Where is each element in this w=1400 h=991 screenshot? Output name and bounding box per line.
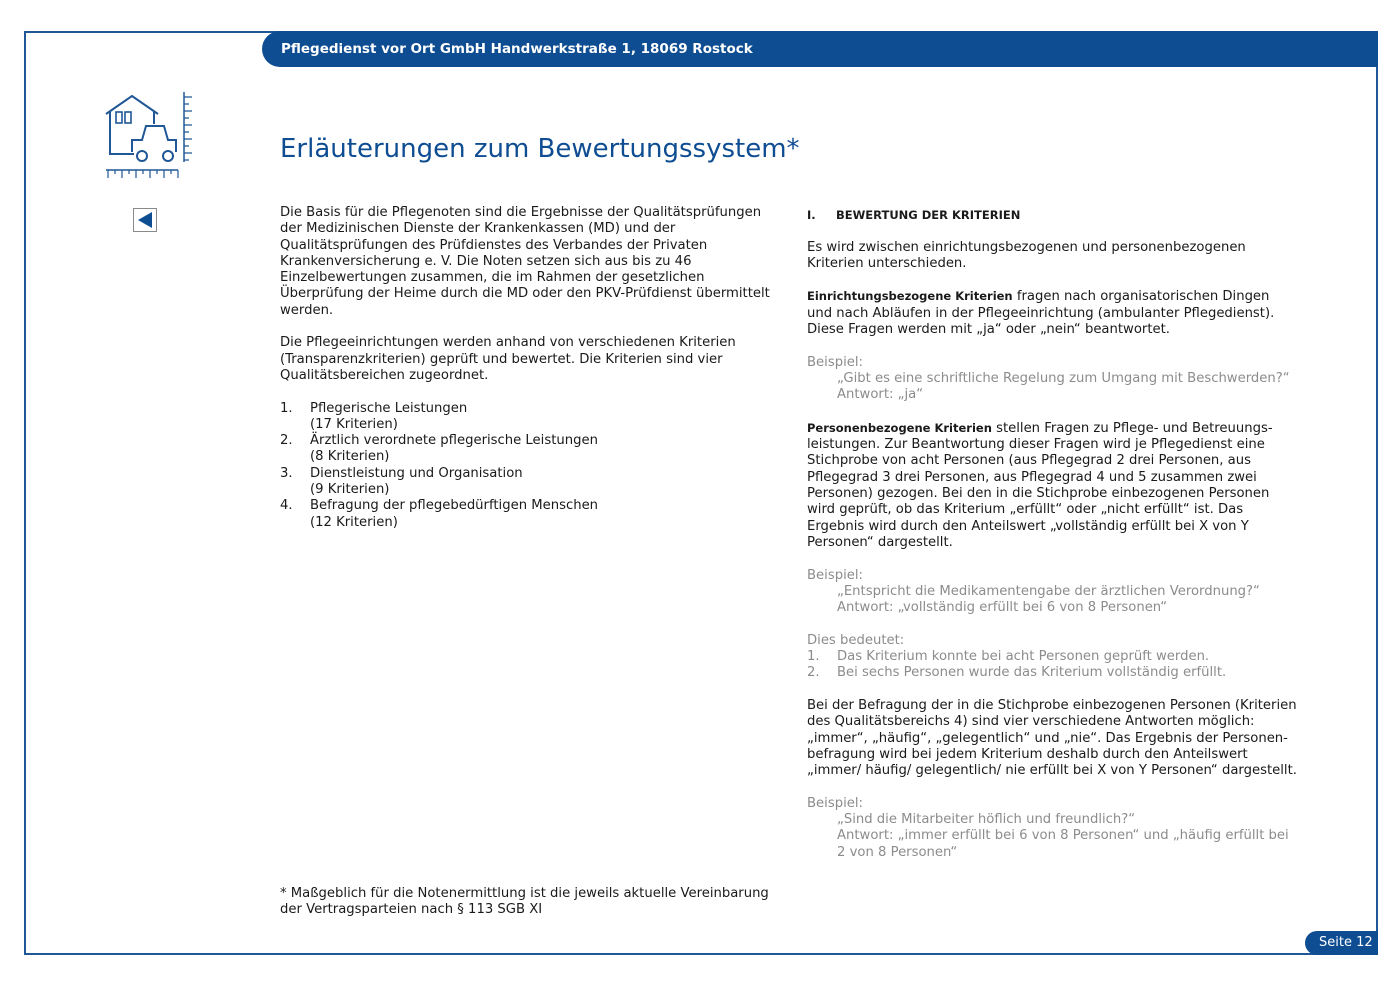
example-block [807, 568, 1297, 617]
page-number: Seite 12 [1305, 931, 1378, 955]
quality-area-name: Ärztlich verordnete pflegerische Leistungen [310, 433, 598, 449]
quality-areas-list [280, 401, 770, 531]
example-block [807, 355, 1297, 404]
header-bar [262, 31, 1378, 67]
list-item [807, 665, 1297, 681]
right-column [807, 205, 1297, 861]
meaning-text: Bei sechs Personen wurde das Kriterium vollständig erfüllt. [837, 665, 1227, 681]
quality-area-name: Dienstleistung und Organisation [310, 465, 523, 481]
section-heading [807, 207, 1297, 223]
footnote: * Maßgeblich für die Notenermittlung ist die jeweils aktuelle Vereinbarung der Vertragsparteien nach § 113 SGB XI [280, 886, 769, 918]
example-block [807, 796, 1297, 861]
example-answer: Antwort: „immer erfüllt bei 6 von 8 Personen“ und „häufig erfüllt bei 2 von 8 Personen“ [837, 828, 1289, 860]
list-number: 2. [280, 433, 293, 449]
person-criteria-lead: Personenbezogene Kriterien [807, 420, 992, 435]
person-criteria-paragraph [807, 420, 1297, 551]
list-number: 1. [807, 649, 820, 665]
list-number: 3. [280, 465, 293, 481]
facility-criteria-text: fragen nach organisatorischen Dingen und nach Abläufen in der Pflegeeinrichtung (ambulanter Pflegedienst). Diese Fragen werden mit „ja“ oder „nein“ beantwortet. [807, 289, 1275, 338]
survey-paragraph: Bei der Befragung der in die Stichprobe einbezogenen Personen (Kriterien des Qualitätsbereichs 4) sind vier verschiedene Antworten möglich: „immer“, „häufig“, „gelegentlich“ und „nie“. Das Ergebnis der Personenbefragung wird bei jedem Kriterium deshalb durch den Anteilswert „immer/ häufig/ gelegentlich/ nie erfüllt bei X von Y Personen“ dargestellt. [807, 697, 1297, 779]
meaning-block [807, 633, 1297, 682]
quality-area-count: (12 Kriterien) [310, 514, 398, 530]
meaning-list [807, 649, 1297, 682]
example-answer: Antwort: „vollständig erfüllt bei 6 von 8 Personen“ [837, 600, 1168, 616]
facility-criteria-paragraph [807, 288, 1297, 338]
triangle-left-icon [136, 211, 154, 229]
example-label: Beispiel: [807, 354, 863, 370]
meaning-label: Dies bedeutet: [807, 632, 905, 648]
quality-area-count: (9 Kriterien) [310, 482, 390, 498]
house-and-car-icon [104, 92, 196, 180]
criteria-paragraph: Die Pflegeeinrichtungen werden anhand von verschiedenen Kriterien (Transparenzkriterien) geprüft und bewertet. Die Kriterien sind vier Qualitätsbereichen zugeordnet. [280, 335, 736, 383]
section-number: I. [807, 208, 816, 222]
quality-area-name: Befragung der pflegebedürftigen Menschen [310, 498, 599, 514]
list-number: 4. [280, 498, 293, 514]
example-answer: Antwort: „ja“ [837, 387, 924, 403]
list-item [280, 498, 770, 531]
quality-area-count: (8 Kriterien) [310, 449, 390, 465]
example-question: „Sind die Mitarbeiter höflich und freundlich?“ [837, 811, 1136, 827]
left-column [280, 205, 770, 531]
quality-area-name: Pflegerische Leistungen [310, 400, 468, 416]
list-item [280, 466, 770, 499]
list-item [280, 433, 770, 466]
list-item [280, 401, 770, 434]
back-button[interactable] [133, 208, 157, 232]
example-label: Beispiel: [807, 567, 863, 583]
example-question: „Gibt es eine schriftliche Regelung zum Umgang mit Beschwerden?“ [837, 370, 1290, 386]
page-title: Erläuterungen zum Bewertungssystem* [280, 134, 800, 164]
facility-criteria-lead: Einrichtungsbezogene Kriterien [807, 289, 1013, 304]
example-label: Beispiel: [807, 795, 863, 811]
example-question: „Entspricht die Medikamentengabe der ärztlichen Verordnung?“ [837, 583, 1260, 599]
quality-area-count: (17 Kriterien) [310, 416, 398, 432]
provider-address: Pflegedienst vor Ort GmbH Handwerkstraße 1, 18069 Rostock [281, 41, 753, 57]
criteria-intro: Es wird zwischen einrichtungsbezogenen und personenbezogenen Kriterien unterschieden. [807, 239, 1246, 271]
section-title: BEWERTUNG DER KRITERIEN [836, 208, 1021, 222]
list-number: 1. [280, 400, 293, 416]
meaning-text: Das Kriterium konnte bei acht Personen geprüft werden. [837, 649, 1210, 665]
list-number: 2. [807, 665, 820, 681]
intro-paragraph: Die Basis für die Pflegenoten sind die Ergebnisse der Qualitätsprüfungen der Medizinischen Dienste der Krankenkassen (MD) und der Qualitätsprüfungen des Prüfdienstes des Verbandes der Privaten Krankenversicherung e. V. Die Noten setzen sich aus bis zu 46 Einzelbewertungen zusammen, die im Rahmen der gesetzlichen Überprüfung der Heime durch die MD oder den PKV-Prüfdienst übermittelt werden. [280, 205, 770, 318]
list-item [807, 649, 1297, 665]
person-criteria-text: stellen Fragen zu Pflege- und Betreuungsleistungen. Zur Beantwortung dieser Fragen wird je Pflegedienst eine Stichprobe von acht Personen (aus Pflegegrad 2 drei Personen, aus Pflegegrad 3 drei Personen, aus Pflegegrad 4 und 5 zusammen zwei Personen) gezogen. Bei den in die Stichprobe einbezogenen Personen wird geprüft, ob das Kriterium „erfüllt“ oder „nicht erfüllt“ ist. Das Ergebnis wird durch den Anteilswert „vollständig erfüllt bei X von Y Personen“ dargestellt. [807, 420, 1273, 550]
